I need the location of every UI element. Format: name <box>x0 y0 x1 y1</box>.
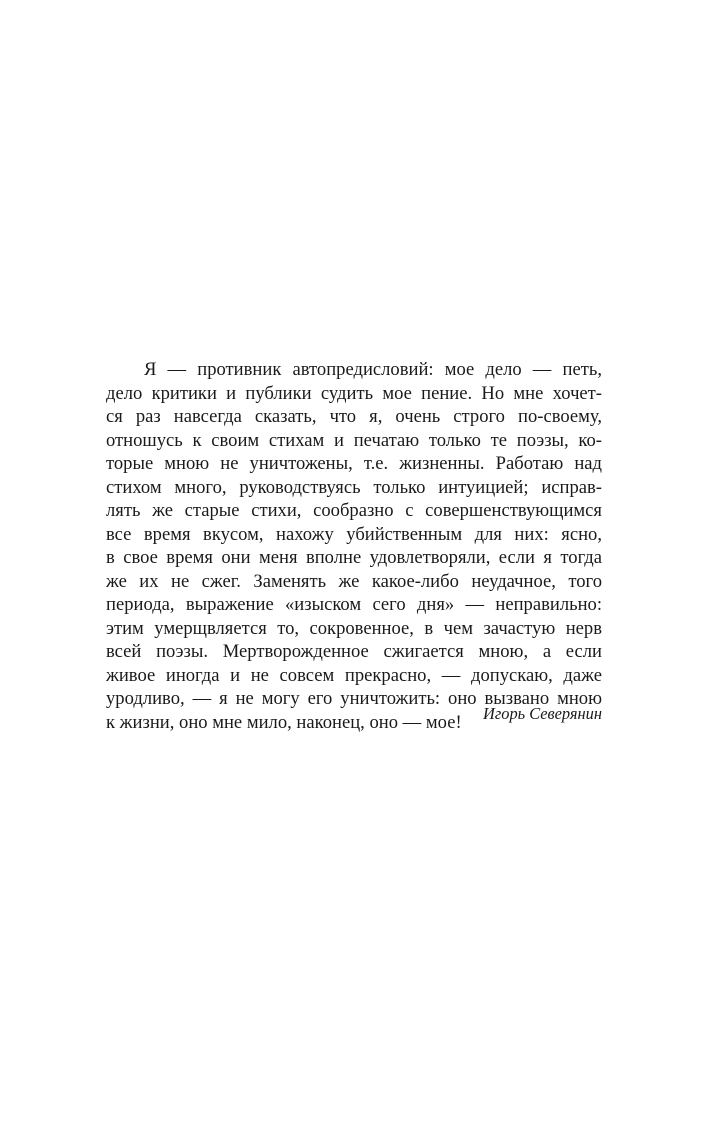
author-signature: Игорь Северянин <box>483 704 602 723</box>
text-line: живое иногда и не совсем прекрасно, — допускаю, даже <box>106 664 602 686</box>
text-line: дело критики и публики судить мое пение. Но мне хочет- <box>106 382 602 404</box>
text-line: же их не сжег. Заменять же какое-либо неудачное, того <box>106 570 602 592</box>
text-line: торые мною не уничтожены, т.е. жизненны. Работаю над <box>106 453 602 474</box>
text-line: этим умерщвляется то, сокровенное, в чем зачастую нерв <box>106 617 602 639</box>
text-line: стихом много, руководствуясь только интуицией; исправ- <box>106 476 602 498</box>
text-line: Я — противник автопредисловий: мое дело — петь, <box>144 359 602 380</box>
text-line: к жизни, оно мне мило, наконец, оно — мое! <box>106 711 462 733</box>
text-line: все время вкусом, нахожу убийственным для них: ясно, <box>106 523 602 545</box>
text-line: отношусь к своим стихам и печатаю только те поэзы, ко- <box>106 429 602 451</box>
text-line: уродливо, — я не могу его уничтожить: оно вызвано мною <box>106 688 602 709</box>
text-line: периода, выражение «изыском сего дня» — неправильно: <box>106 594 602 615</box>
text-line: всей поэзы. Мертворожденное сжигается мною, а если <box>106 641 602 662</box>
text-line: лять же старые стихи, сообразно с совершенствующимся <box>106 500 602 521</box>
text-line: в свое время они меня вполне удовлетворяли, если я тогда <box>106 547 602 568</box>
preface-text <box>106 358 602 734</box>
text-line: ся раз навсегда сказать, что я, очень строго по-своему, <box>106 406 602 427</box>
